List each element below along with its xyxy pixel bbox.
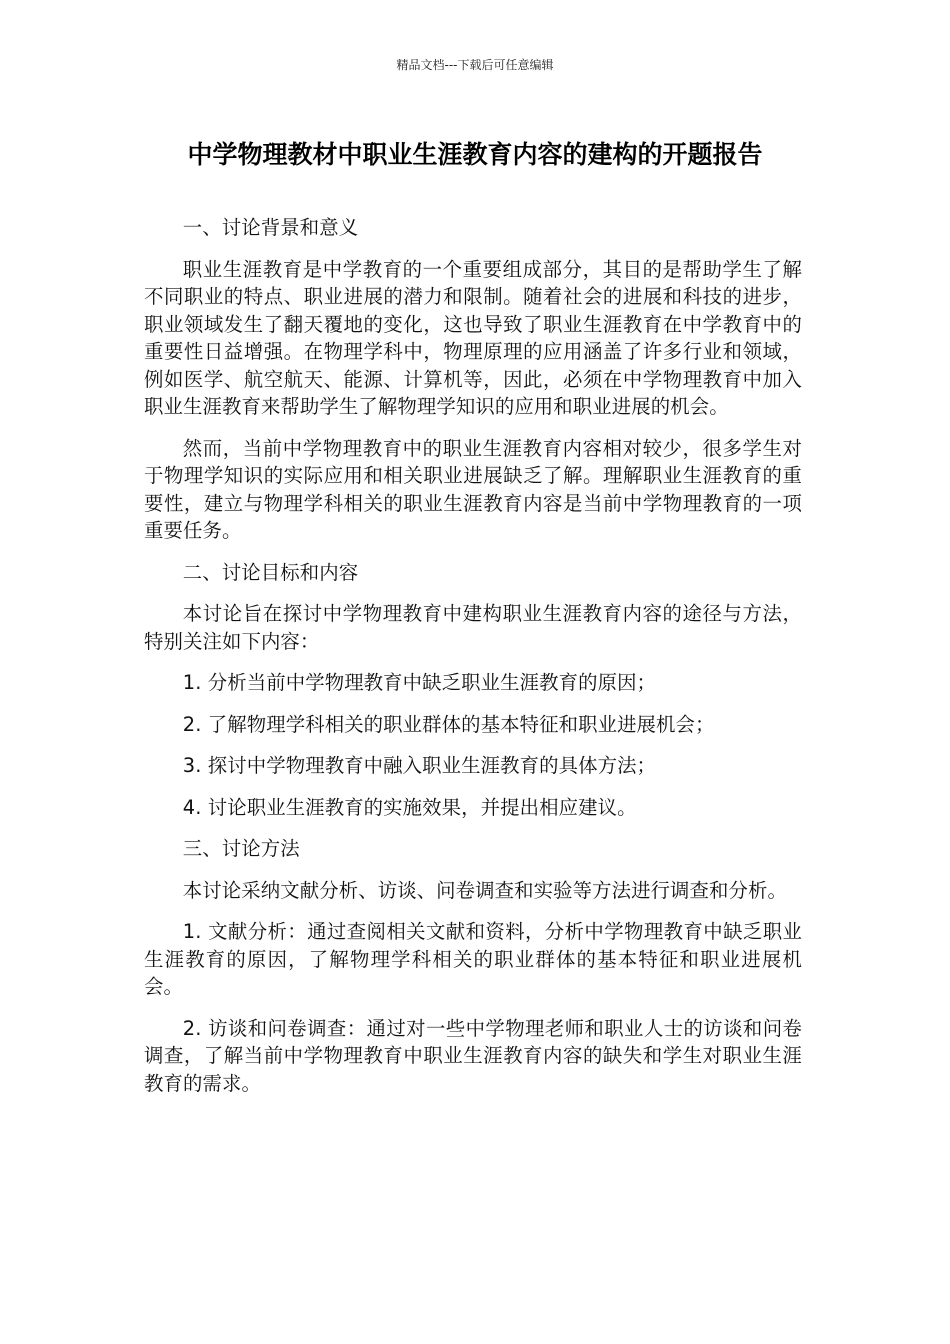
header-note: 精品文档---下载后可任意编辑 (396, 58, 554, 72)
list-item-goal-3: 3. 探讨中学物理教育中融入职业生涯教育的具体方法； (182, 754, 657, 777)
list-item-goal-4: 4. 讨论职业生涯教育的实施效果，并提出相应建议。 (182, 795, 637, 819)
list-item-method-2: 2. 访谈和问卷调查：通过对一些中学物理老师和职业人士的访谈和问卷调查，了解当前中学物理教育中职业生涯教育内容的缺失和学生对职业生涯教育的需求。 (144, 1016, 802, 1095)
paragraph-goals-intro: 本讨论旨在探讨中学物理教育中建构职业生涯教育内容的途径与方法，特别关注如下内容： (144, 602, 802, 653)
paragraph-background-2: 然而，当前中学物理教育中的职业生涯教育内容相对较少，很多学生对于物理学知识的实际应用和相关职业进展缺乏了解。理解职业生涯教育的重要性，建立与物理学科相关的职业生涯教育内容是当前中学物理教育的一项重要任务。 (144, 436, 802, 542)
document-body (144, 214, 802, 1111)
list-item-goal-1: 1. 分析当前中学物理教育中缺乏职业生涯教育的原因； (182, 671, 657, 694)
section-heading-background: 一、讨论背景和意义 (182, 216, 359, 239)
document-title: 中学物理教材中职业生涯教育内容的建构的开题报告 (187, 140, 763, 169)
section-heading-goals: 二、讨论目标和内容 (182, 560, 359, 584)
section-heading-methods: 三、讨论方法 (182, 837, 300, 860)
list-item-goal-2: 2. 了解物理学科相关的职业群体的基本特征和职业进展机会； (182, 712, 715, 736)
paragraph-background-1: 职业生涯教育是中学教育的一个重要组成部分，其目的是帮助学生了解不同职业的特点、职业进展的潜力和限制。随着社会的进展和科技的进步，职业领域发生了翻天覆地的变化，这也导致了职业生涯教育在中学教育中的重要性日益增强。在物理学科中，物理原理的应用涵盖了许多行业和领域，例如医学、航空航天、能源、计算机等，因此，必须在中学物理教育中加入职业生涯教育来帮助学生了解物理学知识的应用和职业进展的机会。 (144, 257, 802, 418)
list-item-method-1: 1. 文献分析：通过查阅相关文献和资料，分析中学物理教育中缺乏职业生涯教育的原因，了解物理学科相关的职业群体的基本特征和职业进展机会。 (144, 920, 802, 998)
paragraph-methods-intro: 本讨论采纳文献分析、访谈、问卷调查和实验等方法进行调查和分析。 (182, 878, 788, 902)
